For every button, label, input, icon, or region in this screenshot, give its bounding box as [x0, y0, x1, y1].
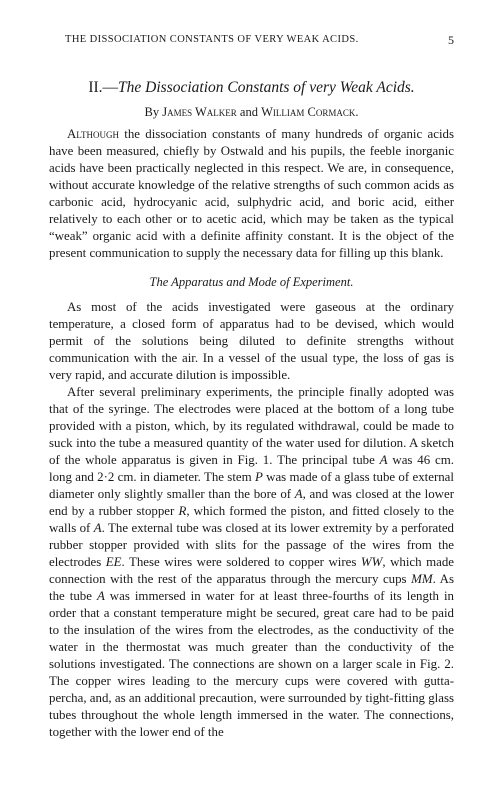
- variable-label: R: [178, 504, 187, 518]
- variable-label: EE: [105, 555, 122, 569]
- byline-prefix: By: [144, 105, 160, 119]
- variable-label: A: [96, 589, 105, 603]
- body-paragraph: [49, 384, 454, 741]
- text-run: After several preliminary experiments, the principle finally adopted was that of the syringe. The electrodes were placed at the bottom of a long tube provided with a piston, which, by its regulated withdrawal, could be made to suck into the tube a measured quantity of the water used for dilution. A sketch of the whole apparatus is given in Fig. 1. The principal tube: [49, 385, 454, 467]
- variable-label: A: [294, 487, 303, 501]
- text-run: was 46 cm. long and 2·2 cm. in diameter. The stem: [49, 453, 454, 484]
- intro-paragraph: [49, 126, 454, 262]
- text-run: , which formed the piston, and fitted closely to the walls of: [49, 504, 454, 535]
- variable-label: MM: [411, 572, 433, 586]
- author-name: James Walker: [162, 105, 237, 119]
- intro-text: the dissociation constants of many hundreds of organic acids have been measured, chiefly by Ostwald and his pupils, the feeble inorganic acids have been practically neglected in this respect. We are, in consequence, without accurate knowledge of the relative strengths of such common acids as carbonic acid, hydrocyanic acid, sulphydric acid, and boric acid, either relatively to each other or to acetic acid, which may be taken as the typical “weak” organic acid with a definite affinity constant. It is the object of the present communication to supply the necessary data for filling up this blank.: [49, 127, 454, 260]
- drop-word: Although: [67, 127, 119, 141]
- byline: [49, 104, 454, 121]
- text-run: was made of a glass tube of external diameter only slightly smaller than the bore of: [49, 470, 454, 501]
- running-head: [49, 34, 454, 50]
- text-run: . As the tube: [49, 572, 454, 603]
- body-paragraph: As most of the acids investigated were gaseous at the ordinary temperature, a closed form of apparatus had to be devised, which would permit of the solutions being diluted to definite strengths without communication with the air. In a vessel of the usual type, the loss of gas is very rapid, and accurate dilution is impossible.: [49, 300, 454, 382]
- author-name: William Cormack.: [261, 105, 359, 119]
- byline-and: and: [239, 105, 258, 119]
- journal-page: [49, 34, 454, 741]
- article-number: II.—: [88, 79, 119, 96]
- article-title-text: The Dissociation Constants of very Weak Acids.: [118, 79, 415, 96]
- section-heading: The Apparatus and Mode of Experiment.: [149, 275, 354, 289]
- text-run: . The external tube was closed at its lower extremity by a perforated rubber stopper provided with slits for the passage of the wires from the electrodes: [49, 521, 454, 569]
- variable-label: P: [254, 470, 263, 484]
- variable-label: A: [93, 521, 102, 535]
- page-number: 5: [448, 33, 454, 47]
- running-title: THE DISSOCIATION CONSTANTS OF VERY WEAK ACIDS.: [65, 34, 359, 45]
- text-run: , which made connection with the rest of the apparatus through the mercury cups: [49, 555, 454, 586]
- article-title: [49, 78, 454, 98]
- text-run: . These wires were soldered to copper wires: [121, 555, 361, 569]
- text-run: was immersed in water for at least three-fourths of its length in order that a constant temperature might be secured, great care had to be paid to the insulation of the wires from the electrodes, as the conductivity of the water in the thermostat was much greater than the conductivity of the solutions investigated. The connections are shown on a larger scale in Fig. 2. The copper wires leading to the mercury cups were covered with gutta-percha, and, as an additional precaution, were surrounded by tight-fitting glass tubes throughout the whole length immersed in the water. The connections, together with the lower end of the: [49, 589, 454, 739]
- variable-label: WW: [360, 555, 383, 569]
- variable-label: A: [379, 453, 388, 467]
- text-run: , and was closed at the lower end by a rubber stopper: [49, 487, 454, 518]
